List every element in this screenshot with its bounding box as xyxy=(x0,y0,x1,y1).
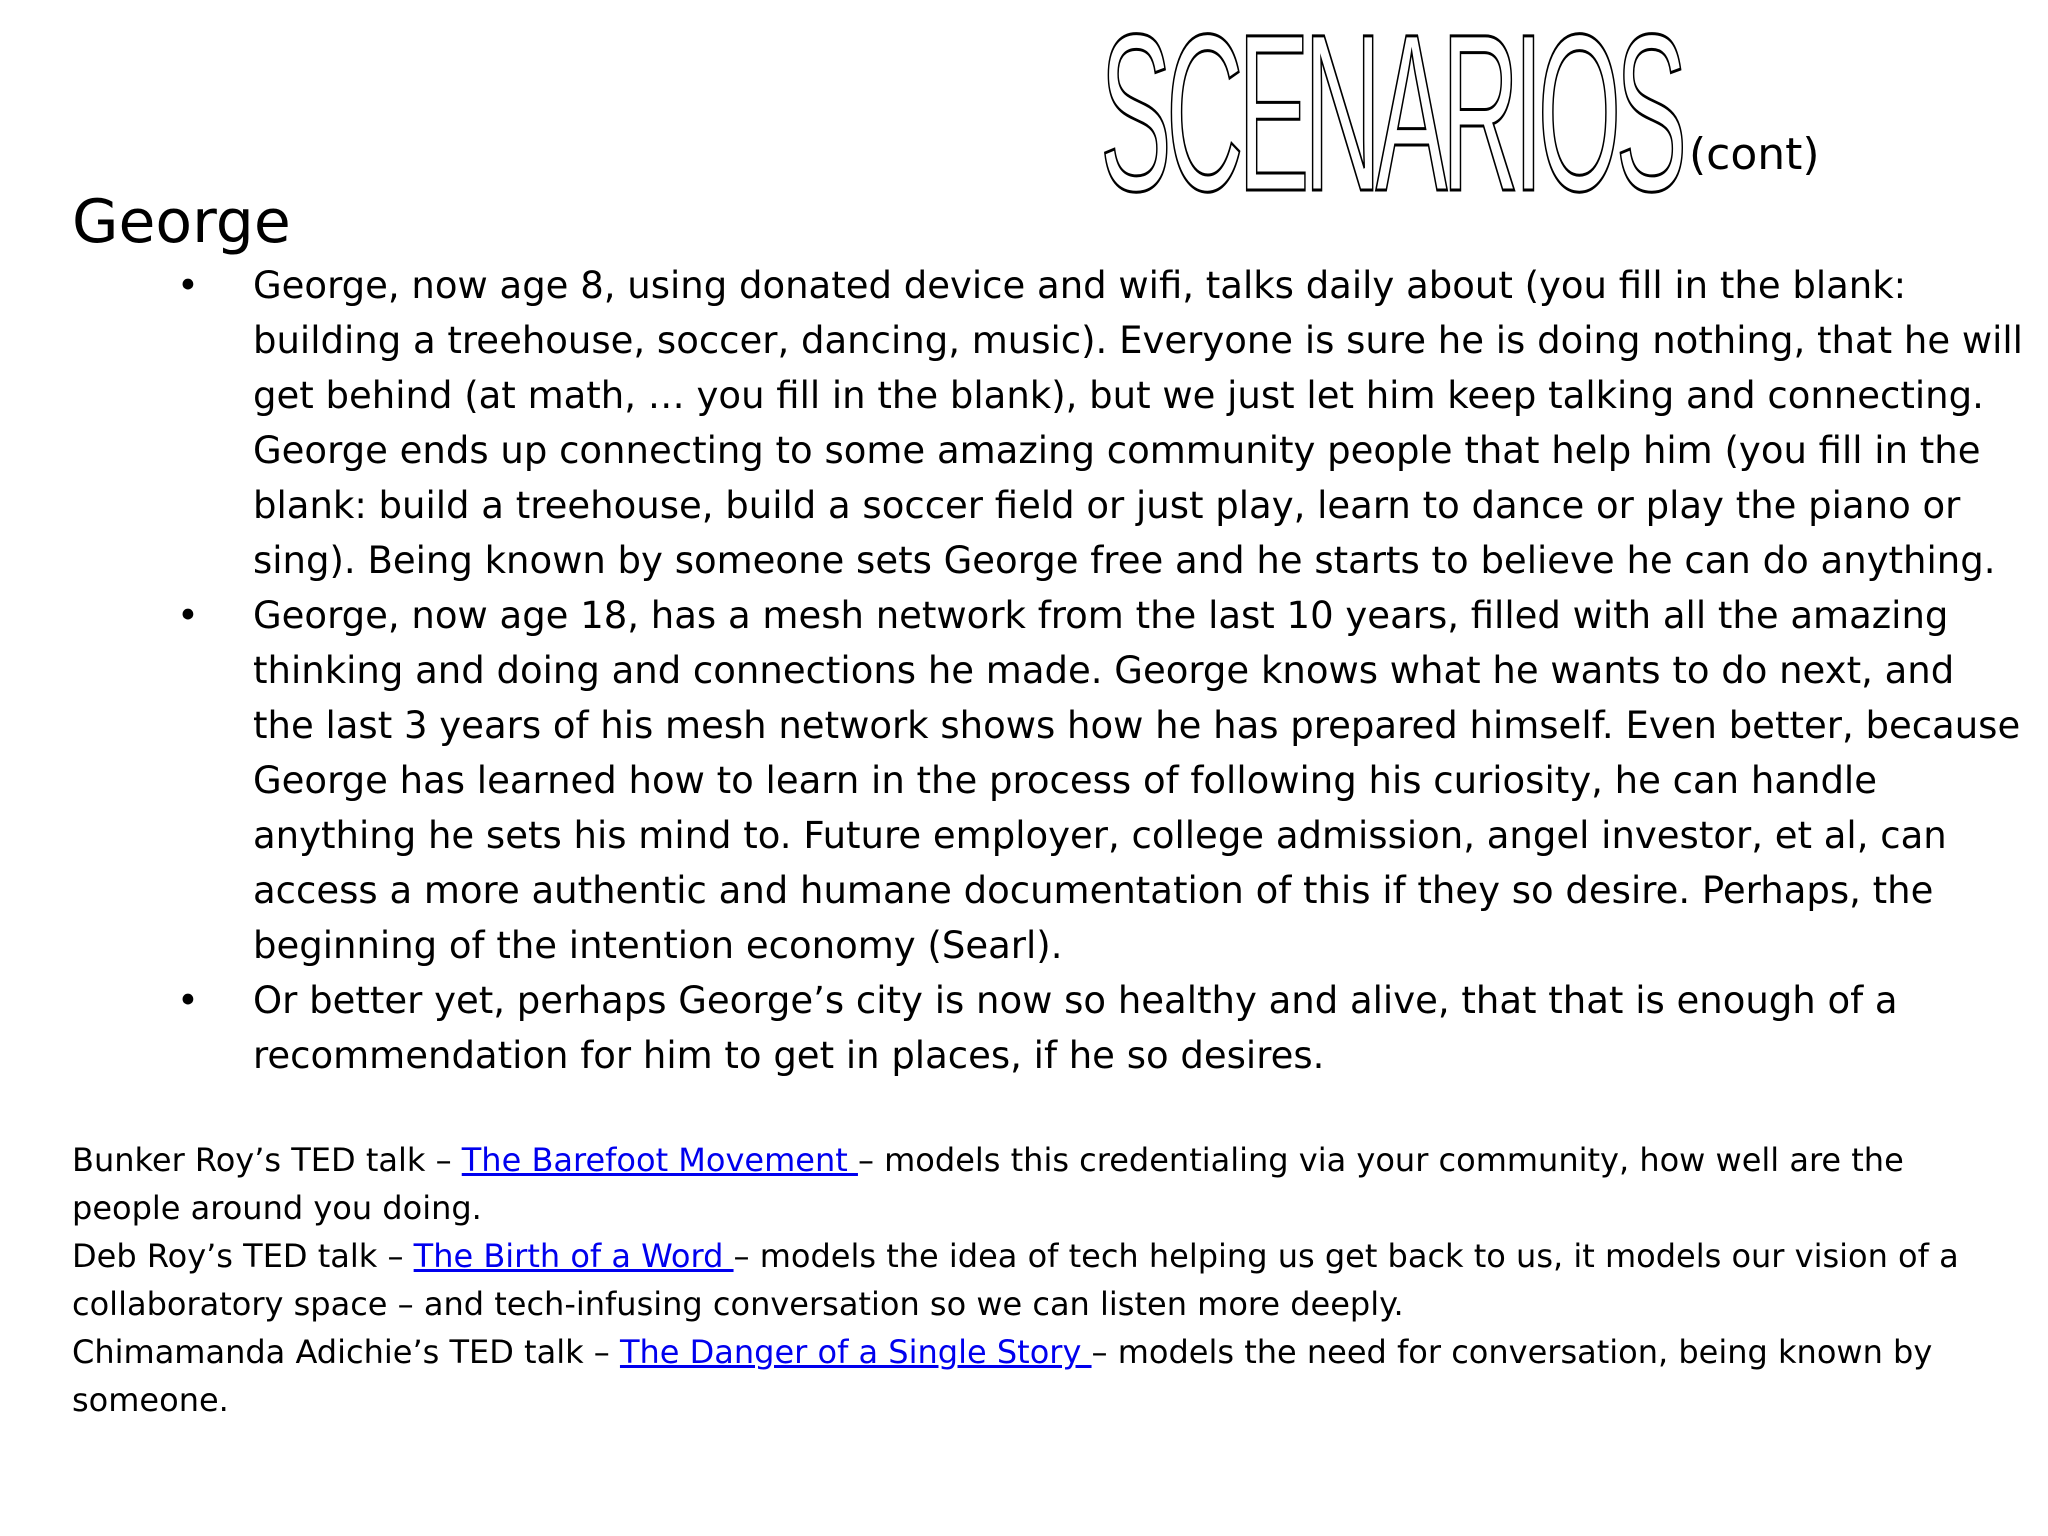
scenario-bullet-list xyxy=(0,258,2048,1083)
bullet-marker: • xyxy=(177,979,199,1022)
bullet-item-age-8 xyxy=(0,258,2023,588)
reference-suffix: – models the need for conversation, being known by someone. xyxy=(72,1333,1933,1419)
reference-suffix: – models this credentialing via your community, how well are the people around you doing. xyxy=(72,1141,1904,1227)
bullet-marker: • xyxy=(177,264,199,307)
reference-prefix: Deb Roy’s TED talk – xyxy=(72,1237,414,1275)
scenarios-title: SCENARIOS xyxy=(1100,0,1682,238)
bullet-item-age-18 xyxy=(0,588,2023,973)
title-cont-label: (cont) xyxy=(1689,129,1820,180)
reference-bunker-roy xyxy=(72,1136,1992,1232)
george-heading: George xyxy=(72,187,291,257)
reference-prefix: Bunker Roy’s TED talk – xyxy=(72,1141,462,1179)
barefoot-movement-link[interactable]: The Barefoot Movement xyxy=(461,1141,858,1179)
danger-of-a-single-story-link[interactable]: The Danger of a Single Story xyxy=(619,1333,1092,1371)
bullet-marker: • xyxy=(177,594,199,637)
references-section xyxy=(72,1136,1992,1424)
bullet-text: George, now age 18, has a mesh network from the last 10 years, filled with all the amazing thinking and doing and connections he made. George knows what he wants to do next, and the last 3 years of his mesh network shows how he has prepared himself. Even better, because George has learned how to learn in the process of following his curiosity, he can handle anything he sets his mind to. Future employer, college admission, angel investor, et al, can access a more authentic and humane documentation of this if they so desire. Perhaps, the beginning of the intention economy (Searl). xyxy=(253,594,2021,967)
reference-suffix: – models the idea of tech helping us get back to us, it models our vision of a collaboratory space – and tech-infusing conversation so we can listen more deeply. xyxy=(72,1237,1959,1323)
reference-prefix: Chimamanda Adichie’s TED talk – xyxy=(72,1333,620,1371)
birth-of-a-word-link[interactable]: The Birth of a Word xyxy=(413,1237,734,1275)
reference-deb-roy xyxy=(72,1232,1992,1328)
bullet-item-city xyxy=(0,973,2023,1083)
bullet-text: Or better yet, perhaps George’s city is now so healthy and alive, that that is enough of a recommendation for him to get in places, if he so desires. xyxy=(253,979,1898,1077)
reference-chimamanda-adichie xyxy=(72,1328,1992,1424)
bullet-text: George, now age 8, using donated device and wifi, talks daily about (you fill in the blank: building a treehouse, soccer, dancing, music). Everyone is sure he is doing nothing, that he will get behind (at math, … you fill in the blank), but we just let him keep talking and connecting. George ends up connecting to some amazing community people that help him (you fill in the blank: build a treehouse, build a soccer field or just play, learn to dance or play the piano or sing). Being known by someone sets George free and he starts to believe he can do anything. xyxy=(253,264,2023,582)
